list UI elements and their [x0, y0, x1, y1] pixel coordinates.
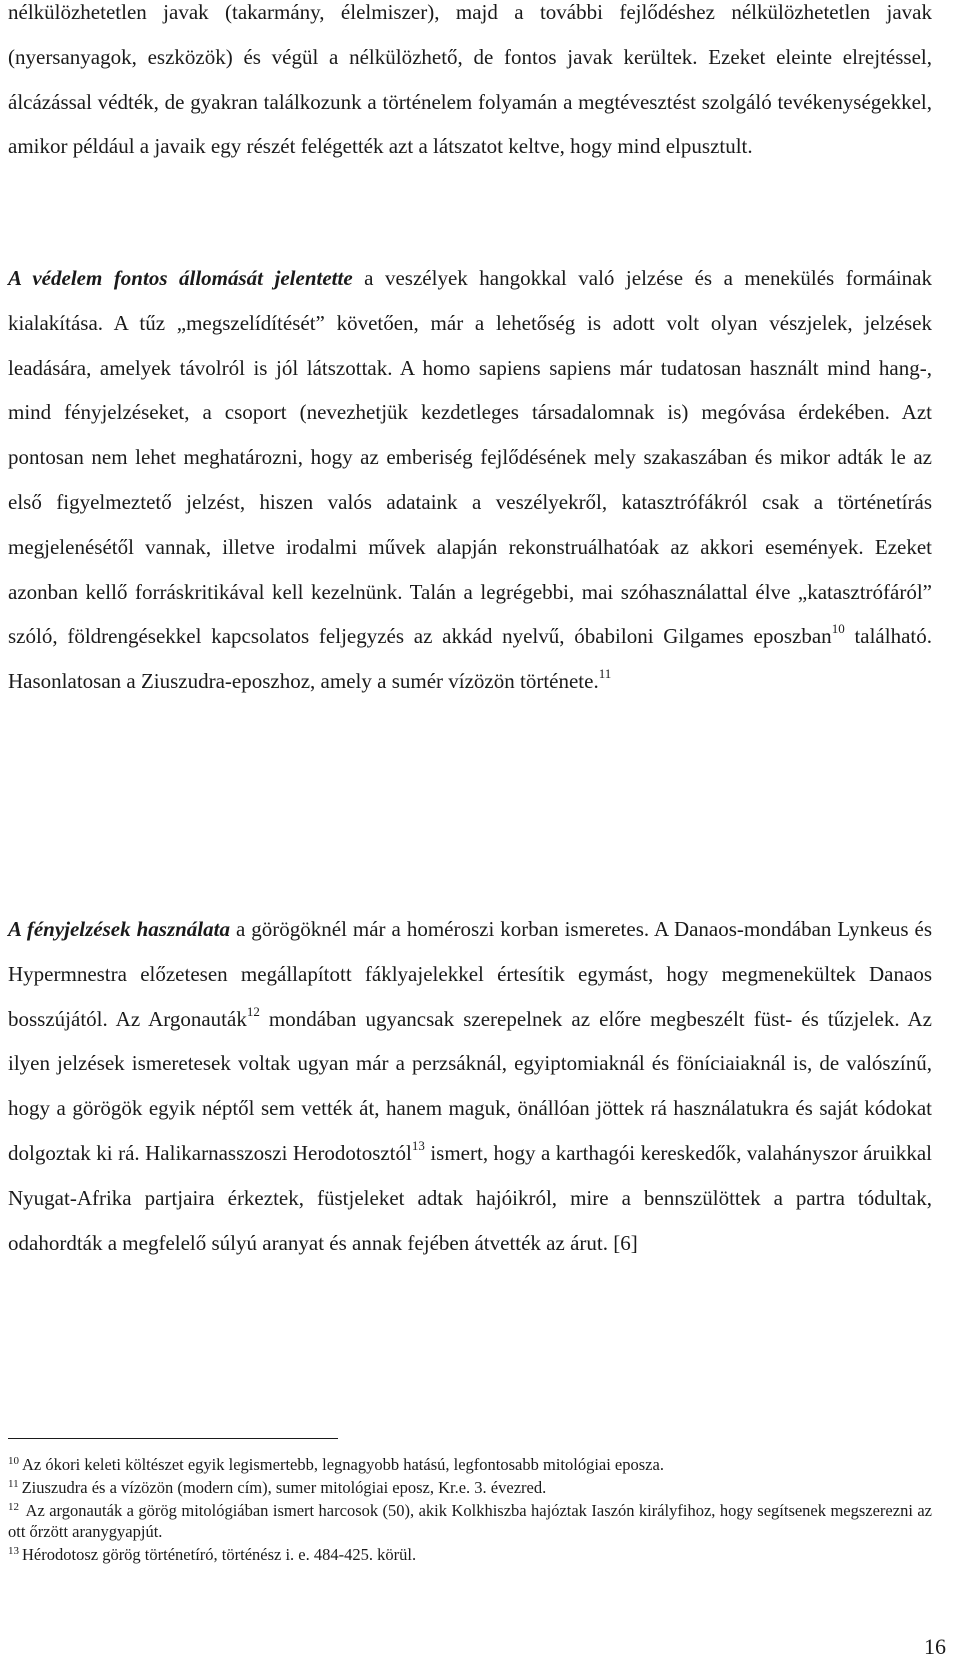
emphasis-heading: A fényjelzések használata — [8, 917, 230, 941]
footnote-ref-10[interactable]: 10 — [831, 621, 845, 637]
footnote-separator — [8, 1438, 338, 1439]
footnote-text: Az ókori keleti költészet egyik legismertebb, legnagyobb hatású, legfontosabb mitológiai eposza. — [22, 1455, 664, 1474]
paragraph-text: a veszélyek hangokkal való jelzése és a menekülés formáinak kialakítása. A tűz „megszelídítését” követően, már a lehetőség is adott volt olyan vészjelek, jelzések leadására, amelyek távolról is jól látszottak. A homo sapiens sapiens már tudatosan használt mind hang-, mind fényjelzéseket, a csoport (nevezhetjük kezdetleges társadalomnak is) megóvása érdekében. Azt pontosan nem lehet meghatározni, hogy az emberiség fejlődésének mely szakaszában és mikor adták le az első figyelmeztető jelzést, hiszen valós adataink a veszélyekről, katasztrófákról csak a történetírás megjelenésétől vannak, illetve irodalmi művek alapján rekonstruálhatóak az akkori események. Ezeket azonban kellő forráskritikával kell kezelnünk. Talán a legrégebbi, mai szóhasználattal élve „katasztrófáról” szóló, földrengésekkel kapcsolatos feljegyzés az akkád nyelvű, óbabiloni Gilgames eposzban — [8, 266, 933, 649]
footnote-text: Ziuszudra és a vízözön (modern cím), sumer mitológiai eposz, Kr.e. 3. évezred. — [21, 1478, 547, 1497]
footnotes — [8, 1454, 932, 1567]
footnote-12 — [8, 1500, 932, 1542]
paragraph-text: nélkülözhetetlen javak (takarmány, élelmiszer), majd a további fejlődéshez nélkülözhetetlen javak (nyersanyagok, eszközök) és végül a nélkülözhető, de fontos javak kerültek. Ezeket eleinte elrejtéssel, álcázással védték, de gyakran találkozunk a történelem folyamán a megtévesztést szolgáló tevékenységekkel, amikor például a javaik egy részét felégették azt a látszatot keltve, hogy mind elpusztult. — [8, 0, 932, 159]
footnote-text: Hérodotosz görög történetíró, történész i. e. 484-425. körül. — [22, 1545, 417, 1564]
footnote-number: 11 — [8, 1477, 19, 1490]
paragraph-1 — [8, 0, 932, 169]
footnote-ref-11[interactable]: 11 — [598, 666, 612, 682]
footnote-number: 12 — [8, 1500, 19, 1513]
footnote-text: Az argonauták a görög mitológiában ismert harcosok (50), akik Kolkhiszba hajóztak Iaszón királyfihoz, hogy segítsenek megszerezni az ott őrzött aranygyapjút. — [8, 1501, 932, 1541]
paragraph-3 — [8, 907, 932, 1265]
footnote-10 — [8, 1454, 932, 1475]
paragraph-text: található. Hasonlatosan a Ziuszudra-eposzhoz, amely a sumér vízözön története. — [8, 624, 932, 694]
footnote-ref-12[interactable]: 12 — [246, 1003, 260, 1019]
page-number: 16 — [924, 1634, 946, 1659]
paragraph-text: a görögöknél már a homéroszi korban ismeretes. A Danaos-mondában Lynkeus és Hypermnestra előzetesen megállapított fáklyajelekkel értesítik egymást, hogy megmenekültek Danaos bosszújától. Az Argonauták — [8, 917, 933, 1031]
footnote-13 — [8, 1544, 932, 1565]
paragraph-2 — [8, 256, 932, 704]
paragraph-text: ismert, hogy a karthagói kereskedők, valahányszor áruikkal Nyugat-Afrika partjaira érkeztek, füstjeleket adtak hajóikról, mire a bennszülöttek a partra tódultak, odahordták a megfelelő súlyú aranyat és annak fejében átvették az árut. [6] — [8, 1140, 932, 1255]
paragraph-text: mondában ugyancsak szerepelnek az előre megbeszélt füst- és tűzjelek. Az ilyen jelzések ismeretesek voltak ugyan már a perzsáknál, egyiptomiaknál és föníciaiaknál is, de valószínű, hogy a görögök egyik néptől sem vették át, hanem maguk, önállóan jöttek rá használatukra és saját kódokat dolgoztak ki rá. Halikarnasszoszi Herodotosztól — [8, 1006, 932, 1165]
footnote-number: 10 — [8, 1454, 19, 1467]
footnote-11 — [8, 1477, 932, 1498]
footnote-ref-13[interactable]: 13 — [411, 1137, 425, 1153]
emphasis-heading: A védelem fontos állomását jelentette — [8, 266, 353, 290]
footnote-number: 13 — [8, 1544, 19, 1557]
